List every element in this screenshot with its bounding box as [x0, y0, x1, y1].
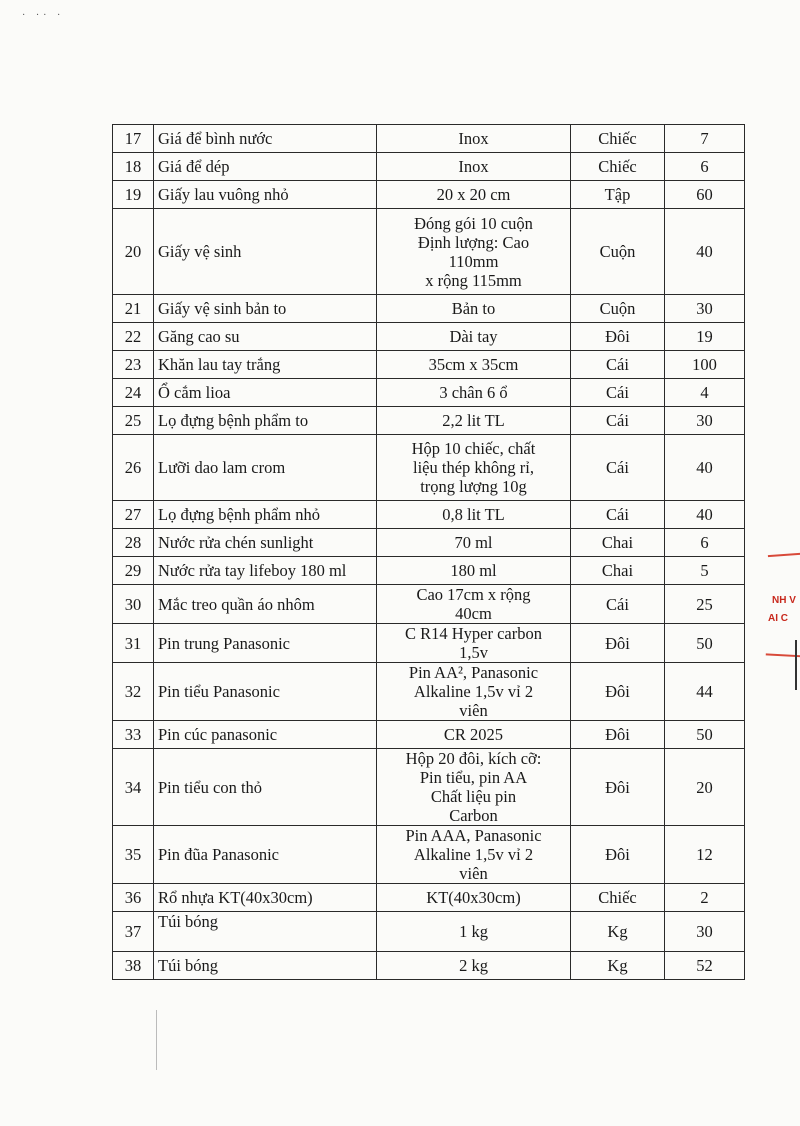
table-row	[113, 749, 745, 826]
item-quantity: 30	[665, 295, 745, 323]
item-quantity: 44	[665, 663, 745, 721]
item-specification	[377, 557, 571, 585]
item-specification	[377, 912, 571, 952]
item-specification	[377, 295, 571, 323]
supplies-table-body	[113, 125, 745, 980]
spec-line: Cao 17cm x rộng	[416, 585, 531, 604]
item-specification	[377, 721, 571, 749]
item-specification	[377, 351, 571, 379]
item-specification	[377, 529, 571, 557]
row-number: 21	[113, 295, 154, 323]
row-number: 23	[113, 351, 154, 379]
spec-line: 3 chân 6 ổ	[439, 383, 508, 402]
spec-line: KT(40x30cm)	[426, 888, 521, 907]
item-specification	[377, 952, 571, 980]
spec-line: 35cm x 35cm	[428, 355, 519, 374]
table-row	[113, 529, 745, 557]
item-quantity: 19	[665, 323, 745, 351]
item-quantity: 52	[665, 952, 745, 980]
row-number: 22	[113, 323, 154, 351]
table-row	[113, 295, 745, 323]
spec-line: Alkaline 1,5v vỉ 2	[413, 845, 534, 864]
item-name: Giấy lau vuông nhỏ	[154, 181, 377, 209]
item-unit: Đôi	[571, 323, 665, 351]
item-specification	[377, 379, 571, 407]
item-specification	[377, 323, 571, 351]
item-unit: Cái	[571, 501, 665, 529]
row-number: 34	[113, 749, 154, 826]
item-unit: Chiếc	[571, 153, 665, 181]
table-row	[113, 884, 745, 912]
table-row	[113, 153, 745, 181]
spec-line: 70 ml	[454, 533, 493, 552]
item-specification	[377, 153, 571, 181]
row-number: 35	[113, 826, 154, 884]
stamp-text-1: NH V	[772, 595, 796, 606]
item-quantity: 40	[665, 209, 745, 295]
item-specification	[377, 407, 571, 435]
item-specification	[377, 663, 571, 721]
item-quantity: 4	[665, 379, 745, 407]
row-number: 24	[113, 379, 154, 407]
item-quantity: 60	[665, 181, 745, 209]
item-unit: Đôi	[571, 721, 665, 749]
item-unit: Cái	[571, 351, 665, 379]
item-unit: Cái	[571, 379, 665, 407]
item-specification	[377, 125, 571, 153]
fold-mark	[156, 1010, 157, 1070]
spec-line: Alkaline 1,5v vỉ 2	[413, 682, 534, 701]
item-name: Rổ nhựa KT(40x30cm)	[154, 884, 377, 912]
item-quantity: 50	[665, 721, 745, 749]
spec-line: 0,8 lit TL	[442, 505, 505, 524]
item-name: Túi bóng	[154, 952, 377, 980]
table-row	[113, 663, 745, 721]
spec-line: liệu thép không rỉ,	[413, 458, 534, 477]
row-number: 28	[113, 529, 154, 557]
item-name: Pin trung Panasonic	[154, 624, 377, 663]
item-unit: Đôi	[571, 663, 665, 721]
item-name: Giấy vệ sinh	[154, 209, 377, 295]
table-row	[113, 585, 745, 624]
spec-line: Carbon	[449, 806, 498, 825]
item-name: Giấy vệ sinh bản to	[154, 295, 377, 323]
spec-line: 40cm	[455, 604, 492, 623]
table-row	[113, 557, 745, 585]
table-row	[113, 407, 745, 435]
item-name: Găng cao su	[154, 323, 377, 351]
stamp-text-2: AI C	[768, 613, 788, 624]
page-corner-mark: · ·· ·	[22, 10, 65, 21]
item-specification	[377, 181, 571, 209]
spec-line: viên	[459, 701, 488, 720]
spec-line: C R14 Hyper carbon	[404, 624, 542, 643]
row-number: 18	[113, 153, 154, 181]
table-row	[113, 826, 745, 884]
stamp-arc-top	[768, 551, 800, 561]
table-row	[113, 323, 745, 351]
table-row	[113, 435, 745, 501]
item-name: Giá để dép	[154, 153, 377, 181]
item-quantity: 5	[665, 557, 745, 585]
table-row	[113, 501, 745, 529]
item-specification	[377, 585, 571, 624]
supplies-table	[112, 124, 745, 980]
spec-line: 1,5v	[459, 643, 488, 662]
spec-line: 180 ml	[450, 561, 497, 580]
spec-line: 1 kg	[459, 922, 488, 941]
item-unit: Chiếc	[571, 884, 665, 912]
row-number: 20	[113, 209, 154, 295]
row-number: 17	[113, 125, 154, 153]
item-specification	[377, 884, 571, 912]
spec-line: Bản to	[451, 299, 496, 318]
item-name: Nước rửa tay lifeboy 180 ml	[154, 557, 377, 585]
item-name: Túi bóng	[154, 912, 377, 952]
table-row	[113, 912, 745, 952]
item-name: Lưỡi dao lam crom	[154, 435, 377, 501]
table-row	[113, 624, 745, 663]
table-row	[113, 721, 745, 749]
item-quantity: 30	[665, 407, 745, 435]
spec-line: 2,2 lit TL	[442, 411, 505, 430]
item-specification	[377, 826, 571, 884]
spec-line: Inox	[458, 157, 489, 176]
spec-line: Inox	[458, 129, 489, 148]
item-unit: Chiếc	[571, 125, 665, 153]
item-unit: Cái	[571, 407, 665, 435]
spec-line: Đóng gói 10 cuộn	[414, 213, 533, 233]
item-name: Giá để bình nước	[154, 125, 377, 153]
spec-line: Dài tay	[449, 327, 498, 346]
item-quantity: 40	[665, 501, 745, 529]
item-name: Pin đũa Panasonic	[154, 826, 377, 884]
item-unit: Cái	[571, 585, 665, 624]
item-quantity: 30	[665, 912, 745, 952]
row-number: 25	[113, 407, 154, 435]
item-unit: Đôi	[571, 624, 665, 663]
table-row	[113, 379, 745, 407]
item-specification	[377, 749, 571, 826]
row-number: 32	[113, 663, 154, 721]
item-quantity: 20	[665, 749, 745, 826]
item-unit: Chai	[571, 557, 665, 585]
table-row	[113, 125, 745, 153]
item-unit: Cuộn	[571, 209, 665, 295]
spec-line: Định lượng: Cao	[417, 232, 530, 252]
item-quantity: 50	[665, 624, 745, 663]
item-quantity: 6	[665, 153, 745, 181]
item-specification	[377, 624, 571, 663]
spec-line: 110mm	[448, 251, 499, 271]
spec-line: 20 x 20 cm	[436, 185, 511, 204]
row-number: 26	[113, 435, 154, 501]
item-name: Nước rửa chén sunlight	[154, 529, 377, 557]
item-unit: Cái	[571, 435, 665, 501]
item-name: Lọ đựng bệnh phẩm to	[154, 407, 377, 435]
table-row	[113, 952, 745, 980]
spec-line: Hộp 10 chiếc, chất	[411, 439, 536, 458]
item-unit: Tập	[571, 181, 665, 209]
table-row	[113, 181, 745, 209]
item-unit: Đôi	[571, 749, 665, 826]
item-specification	[377, 501, 571, 529]
item-unit: Chai	[571, 529, 665, 557]
binder-edge-mark	[795, 640, 797, 690]
row-number: 31	[113, 624, 154, 663]
spec-line: Pin AAA, Panasonic	[405, 826, 542, 845]
row-number: 30	[113, 585, 154, 624]
spec-line: Hộp 20 đôi, kích cỡ:	[405, 749, 542, 768]
row-number: 29	[113, 557, 154, 585]
item-name: Khăn lau tay trắng	[154, 351, 377, 379]
item-name: Pin tiểu con thỏ	[154, 749, 377, 826]
item-name: Ổ cắm lioa	[154, 379, 377, 407]
item-quantity: 6	[665, 529, 745, 557]
spec-line: CR 2025	[443, 725, 504, 744]
item-quantity: 12	[665, 826, 745, 884]
row-number: 38	[113, 952, 154, 980]
row-number: 36	[113, 884, 154, 912]
spec-line: viên	[459, 864, 488, 883]
spec-line: trọng lượng 10g	[420, 477, 527, 496]
item-quantity: 25	[665, 585, 745, 624]
spec-line: Chất liệu pin	[430, 787, 517, 806]
item-specification	[377, 435, 571, 501]
item-name: Pin cúc panasonic	[154, 721, 377, 749]
spec-line: Pin tiểu, pin AA	[419, 768, 528, 787]
red-seal-stamp	[760, 545, 800, 665]
item-name: Mắc treo quần áo nhôm	[154, 585, 377, 624]
item-quantity: 2	[665, 884, 745, 912]
item-specification	[377, 209, 571, 295]
spec-line: 2 kg	[459, 956, 488, 975]
item-name: Pin tiểu Panasonic	[154, 663, 377, 721]
item-unit: Kg	[571, 952, 665, 980]
row-number: 19	[113, 181, 154, 209]
item-unit: Kg	[571, 912, 665, 952]
table-row	[113, 209, 745, 295]
item-quantity: 100	[665, 351, 745, 379]
item-unit: Cuộn	[571, 295, 665, 323]
item-unit: Đôi	[571, 826, 665, 884]
item-quantity: 40	[665, 435, 745, 501]
row-number: 33	[113, 721, 154, 749]
spec-line: Pin AA², Panasonic	[408, 663, 539, 682]
row-number: 37	[113, 912, 154, 952]
item-name: Lọ đựng bệnh phẩm nhỏ	[154, 501, 377, 529]
spec-line: x rộng 115mm	[425, 270, 522, 290]
item-quantity: 7	[665, 125, 745, 153]
table-row	[113, 351, 745, 379]
row-number: 27	[113, 501, 154, 529]
